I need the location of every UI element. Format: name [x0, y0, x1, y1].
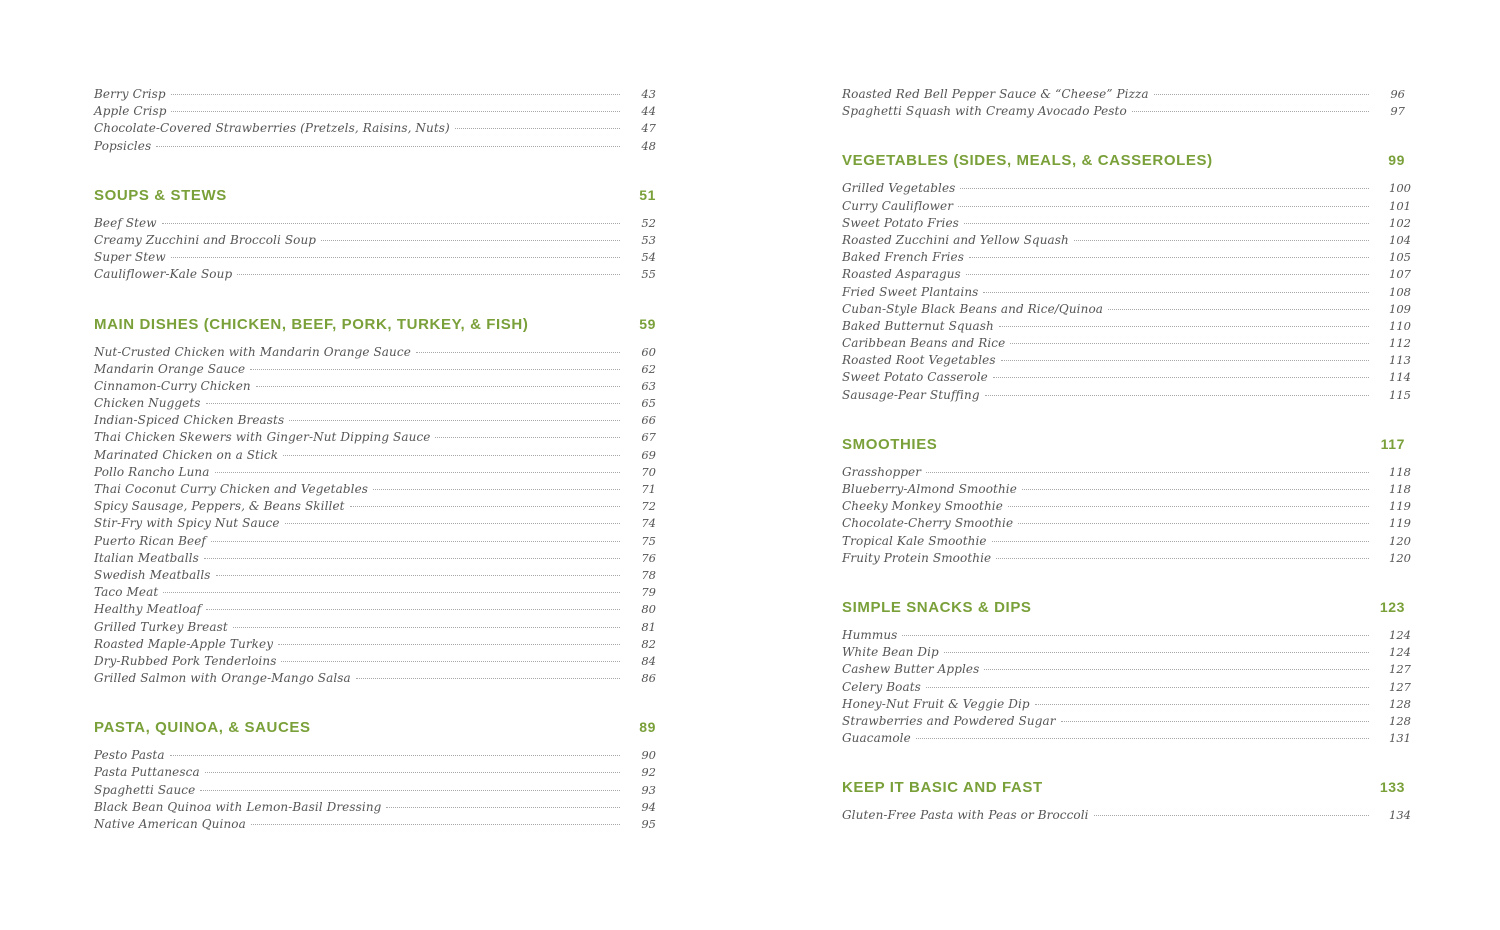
entry-title: Sausage-Pear Stuffing: [842, 387, 980, 402]
entry-title: Gluten-Free Pasta with Peas or Broccoli: [842, 808, 1089, 823]
entry-title: Baked French Fries: [842, 250, 964, 265]
entry-title: Black Bean Quinoa with Lemon-Basil Dressing: [94, 799, 382, 814]
entry-page-number: 90: [641, 748, 656, 763]
entry-page-number: 100: [1389, 181, 1411, 196]
dotted-leader: [902, 635, 1369, 636]
toc-entry[interactable]: [842, 352, 1411, 369]
entry-page-number: 107: [1389, 267, 1411, 282]
entry-page-number: 81: [641, 619, 656, 634]
section-heading-page: 133: [1379, 779, 1405, 796]
section-heading-title: KEEP IT BASIC AND FAST: [842, 779, 1043, 797]
entry-title: Tropical Kale Smoothie: [842, 533, 987, 548]
toc-entry[interactable]: [842, 266, 1411, 283]
dotted-leader: [1001, 360, 1369, 361]
entry-title: Chicken Nuggets: [94, 396, 201, 411]
toc-entry[interactable]: [842, 498, 1411, 515]
entry-title: Nut-Crusted Chicken with Mandarin Orange Sauce: [94, 344, 411, 359]
entry-title: White Bean Dip: [842, 645, 939, 660]
entry-page-number: 108: [1389, 284, 1411, 299]
entry-title: Roasted Root Vegetables: [842, 353, 996, 368]
entry-page-number: 96: [1390, 87, 1405, 101]
dotted-leader: [386, 807, 620, 808]
entry-page-number: 134: [1389, 808, 1411, 823]
toc-entry[interactable]: [94, 764, 656, 781]
section-heading-smoothies[interactable]: [842, 434, 1405, 454]
entry-page-number: 62: [641, 361, 656, 376]
dotted-leader: [416, 352, 620, 353]
entry-page-number: 76: [641, 550, 656, 565]
dotted-leader: [969, 257, 1369, 258]
dotted-leader: [926, 472, 1369, 473]
toc-entry[interactable]: [94, 378, 656, 395]
entry-title: Spaghetti Squash with Creamy Avocado Pesto: [842, 104, 1127, 119]
dotted-leader: [1008, 506, 1369, 507]
entry-page-number: 109: [1389, 301, 1411, 316]
toc-entry[interactable]: [842, 533, 1411, 550]
entry-title: Chocolate-Covered Strawberries (Pretzels, Raisins, Nuts): [94, 121, 450, 136]
dotted-leader: [1035, 704, 1369, 705]
dotted-leader: [966, 274, 1369, 275]
entry-title: Grilled Salmon with Orange-Mango Salsa: [94, 671, 351, 686]
dotted-leader: [237, 274, 620, 275]
toc-entry[interactable]: [94, 799, 656, 816]
dotted-leader: [1108, 309, 1369, 310]
toc-entry[interactable]: [842, 679, 1411, 696]
entry-page-number: 74: [641, 516, 656, 531]
section-heading-main-dishes-chicken-beef-pork-turkey-fish[interactable]: [94, 314, 656, 334]
section-heading-page: 123: [1379, 598, 1405, 615]
dotted-leader: [356, 678, 620, 679]
section-heading-page: 51: [639, 186, 656, 203]
entry-page-number: 80: [641, 602, 656, 617]
toc-entry[interactable]: [94, 782, 656, 799]
entry-title: Cashew Butter Apples: [842, 662, 980, 677]
entry-title: Pasta Puttanesca: [94, 765, 200, 780]
dotted-leader: [251, 824, 620, 825]
dotted-leader: [171, 257, 620, 258]
entry-title: Marinated Chicken on a Stick: [94, 447, 279, 462]
toc-right-column: [842, 86, 1411, 824]
entry-page-number: 128: [1389, 696, 1411, 711]
toc-entry[interactable]: [842, 730, 1411, 747]
dotted-leader: [163, 592, 620, 593]
entry-title: Hummus: [842, 627, 898, 642]
toc-entry[interactable]: [94, 266, 656, 283]
dotted-leader: [1132, 111, 1369, 112]
entry-page-number: 84: [641, 653, 656, 668]
toc-entry[interactable]: [94, 464, 656, 481]
entry-page-number: 124: [1389, 645, 1411, 660]
dotted-leader: [256, 386, 620, 387]
entry-title: Fried Sweet Plantains: [842, 284, 979, 299]
entry-page-number: 67: [641, 430, 656, 445]
dotted-leader: [250, 369, 620, 370]
entry-title: Grilled Vegetables: [842, 181, 956, 196]
entry-title: Stir-Fry with Spicy Nut Sauce: [94, 516, 280, 531]
dotted-leader: [204, 558, 620, 559]
dotted-leader: [926, 687, 1369, 688]
dotted-leader: [1018, 523, 1369, 524]
entry-page-number: 115: [1389, 387, 1411, 402]
section-heading-page: 89: [639, 719, 656, 736]
entry-title: Thai Coconut Curry Chicken and Vegetables: [94, 482, 369, 496]
entry-page-number: 60: [641, 344, 656, 359]
section-heading-page: 117: [1380, 435, 1405, 452]
toc-entry[interactable]: [842, 550, 1411, 567]
toc-entry[interactable]: [94, 361, 656, 378]
dotted-leader: [983, 292, 1369, 293]
toc-entry[interactable]: [842, 644, 1411, 661]
entry-page-number: 82: [641, 636, 656, 651]
entry-page-number: 44: [641, 104, 656, 119]
toc-entry[interactable]: [842, 86, 1405, 103]
entry-title: Berry Crisp: [94, 87, 166, 101]
toc-entry[interactable]: [94, 636, 656, 653]
entry-page-number: 75: [641, 533, 656, 548]
entry-page-number: 53: [641, 232, 656, 247]
entry-page-number: 104: [1389, 232, 1411, 247]
toc-entry[interactable]: [842, 318, 1411, 335]
dotted-leader: [944, 652, 1369, 653]
toc-entry[interactable]: [94, 232, 656, 249]
entry-page-number: 66: [641, 413, 656, 428]
entry-page-number: 127: [1389, 679, 1411, 694]
dotted-leader: [216, 575, 620, 576]
toc-entry[interactable]: [94, 344, 656, 361]
toc-entry[interactable]: [842, 481, 1411, 498]
entry-page-number: 114: [1389, 370, 1411, 385]
entry-title: Pesto Pasta: [94, 748, 165, 763]
entry-page-number: 120: [1389, 533, 1411, 548]
dotted-leader: [206, 403, 620, 404]
dotted-leader: [996, 558, 1369, 559]
dotted-leader: [321, 240, 620, 241]
entry-title: Popsicles: [94, 138, 152, 153]
toc-entry[interactable]: [842, 301, 1411, 318]
dotted-leader: [278, 644, 620, 645]
section-heading-title: PASTA, QUINOA, & SAUCES: [94, 719, 311, 737]
entry-page-number: 118: [1389, 464, 1411, 479]
dotted-leader: [992, 541, 1369, 542]
entry-page-number: 95: [641, 817, 656, 831]
toc-entry[interactable]: [842, 661, 1411, 678]
entry-title: Beef Stew: [94, 215, 157, 230]
entry-page-number: 120: [1389, 550, 1411, 565]
toc-entry[interactable]: [94, 550, 656, 567]
entry-page-number: 92: [641, 765, 656, 780]
dotted-leader: [200, 790, 620, 791]
entry-title: Honey-Nut Fruit & Veggie Dip: [842, 696, 1030, 711]
toc-entry[interactable]: [94, 103, 656, 120]
toc-entry[interactable]: [94, 138, 656, 155]
entry-page-number: 101: [1389, 198, 1411, 213]
entry-title: Native American Quinoa: [94, 817, 246, 831]
entry-page-number: 124: [1389, 627, 1411, 642]
dotted-leader: [283, 455, 620, 456]
entry-page-number: 48: [641, 138, 656, 153]
dotted-leader: [1022, 489, 1369, 490]
toc-entry[interactable]: [842, 369, 1411, 386]
entry-title: Taco Meat: [94, 585, 159, 600]
toc-entry[interactable]: [94, 215, 656, 232]
section-heading-title: SOUPS & STEWS: [94, 186, 227, 204]
entry-title: Mandarin Orange Sauce: [94, 361, 246, 376]
entry-title: Strawberries and Powdered Sugar: [842, 713, 1056, 728]
dotted-leader: [435, 437, 620, 438]
entry-title: Cauliflower-Kale Soup: [94, 267, 233, 282]
entry-title: Fruity Protein Smoothie: [842, 550, 992, 565]
entry-title: Cuban-Style Black Beans and Rice/Quinoa: [842, 301, 1104, 316]
entry-title: Thai Chicken Skewers with Ginger-Nut Dipping Sauce: [94, 430, 431, 445]
entry-page-number: 70: [641, 464, 656, 479]
toc-entry[interactable]: [842, 180, 1411, 197]
entry-page-number: 105: [1389, 250, 1411, 265]
entry-page-number: 94: [641, 799, 656, 814]
dotted-leader: [171, 111, 620, 112]
entry-title: Healthy Meatloaf: [94, 602, 202, 617]
entry-title: Guacamole: [842, 731, 911, 746]
entry-title: Super Stew: [94, 250, 166, 265]
toc-entry[interactable]: [842, 515, 1411, 532]
entry-title: Curry Cauliflower: [842, 198, 954, 213]
toc-entry[interactable]: [94, 670, 656, 687]
dotted-leader: [205, 772, 620, 773]
toc-left-column: [94, 86, 656, 833]
entry-page-number: 69: [641, 447, 656, 462]
entry-page-number: 110: [1389, 318, 1411, 333]
section-heading-title: SIMPLE SNACKS & DIPS: [842, 598, 1032, 616]
entry-title: Celery Boats: [842, 679, 921, 694]
dotted-leader: [1010, 343, 1369, 344]
entry-title: Baked Butternut Squash: [842, 318, 994, 333]
entry-title: Roasted Zucchini and Yellow Squash: [842, 232, 1069, 247]
dotted-leader: [958, 206, 1369, 207]
dotted-leader: [1094, 815, 1369, 816]
section-heading-simple-snacks-dips[interactable]: [842, 597, 1405, 617]
toc-entry[interactable]: [94, 584, 656, 601]
toc-entry[interactable]: [842, 696, 1411, 713]
section-heading-page: 59: [639, 315, 656, 332]
toc-entry[interactable]: [94, 515, 656, 532]
dotted-leader: [156, 146, 620, 147]
entry-page-number: 72: [641, 499, 656, 514]
dotted-leader: [964, 223, 1369, 224]
entry-title: Swedish Meatballs: [94, 567, 211, 582]
toc-entry[interactable]: [94, 447, 656, 464]
entry-title: Indian-Spiced Chicken Breasts: [94, 413, 285, 428]
dotted-leader: [373, 489, 620, 490]
toc-entry[interactable]: [842, 103, 1405, 120]
dotted-leader: [233, 627, 620, 628]
toc-entry[interactable]: [94, 533, 656, 550]
toc-entry[interactable]: [842, 464, 1411, 481]
entry-title: Dry-Rubbed Pork Tenderloins: [94, 653, 277, 668]
toc-entry[interactable]: [842, 198, 1411, 215]
toc-entry[interactable]: [94, 653, 656, 670]
entry-title: Grilled Turkey Breast: [94, 619, 228, 634]
entry-title: Sweet Potato Casserole: [842, 370, 988, 385]
entry-page-number: 55: [641, 267, 656, 282]
section-heading-vegetables-sides-meals-casseroles[interactable]: [842, 150, 1405, 170]
entry-page-number: 65: [641, 396, 656, 411]
toc-entry[interactable]: [94, 120, 656, 137]
entry-title: Spicy Sausage, Peppers, & Beans Skillet: [94, 499, 345, 514]
entry-page-number: 102: [1389, 215, 1411, 230]
toc-entry[interactable]: [842, 232, 1411, 249]
dotted-leader: [281, 661, 620, 662]
dotted-leader: [289, 420, 620, 421]
dotted-leader: [916, 738, 1369, 739]
entry-title: Caribbean Beans and Rice: [842, 336, 1006, 351]
dotted-leader: [985, 395, 1369, 396]
dotted-leader: [215, 472, 621, 473]
entry-page-number: 128: [1389, 713, 1411, 728]
entry-page-number: 97: [1390, 104, 1405, 119]
toc-entry[interactable]: [94, 747, 656, 764]
toc-entry[interactable]: [94, 429, 656, 446]
dotted-leader: [993, 377, 1369, 378]
entry-title: Cinnamon-Curry Chicken: [94, 378, 251, 393]
section-heading-pasta-quinoa-sauces[interactable]: [94, 717, 656, 737]
entry-page-number: 119: [1389, 499, 1411, 514]
toc-entry[interactable]: [842, 215, 1411, 232]
toc-entry[interactable]: [842, 249, 1411, 266]
toc-entry[interactable]: [94, 481, 656, 498]
toc-entry[interactable]: [94, 619, 656, 636]
dotted-leader: [455, 128, 620, 129]
toc-entry[interactable]: [842, 807, 1411, 824]
toc-entry[interactable]: [842, 335, 1411, 352]
dotted-leader: [211, 541, 620, 542]
entry-page-number: 63: [641, 378, 656, 393]
entry-page-number: 118: [1389, 482, 1411, 496]
entry-title: Sweet Potato Fries: [842, 215, 959, 230]
entry-page-number: 78: [641, 567, 656, 582]
toc-entry[interactable]: [94, 498, 656, 515]
dotted-leader: [999, 326, 1369, 327]
toc-entry[interactable]: [842, 387, 1411, 404]
entry-title: Roasted Red Bell Pepper Sauce & “Cheese” Pizza: [842, 87, 1149, 101]
section-heading-title: MAIN DISHES (CHICKEN, BEEF, PORK, TURKEY, & FISH): [94, 315, 529, 333]
entry-page-number: 119: [1389, 516, 1411, 531]
entry-page-number: 79: [641, 585, 656, 600]
toc-entry[interactable]: [94, 816, 656, 833]
toc-entry[interactable]: [842, 627, 1411, 644]
entry-title: Italian Meatballs: [94, 550, 199, 565]
entry-title: Blueberry-Almond Smoothie: [842, 482, 1017, 496]
dotted-leader: [1061, 721, 1369, 722]
entry-page-number: 47: [641, 121, 656, 136]
toc-entry[interactable]: [94, 412, 656, 429]
dotted-leader: [984, 669, 1369, 670]
toc-entry[interactable]: [842, 284, 1411, 301]
dotted-leader: [285, 523, 620, 524]
entry-page-number: 71: [641, 482, 656, 496]
entry-page-number: 113: [1389, 353, 1411, 368]
entry-page-number: 86: [641, 671, 656, 686]
entry-title: Puerto Rican Beef: [94, 533, 206, 548]
entry-page-number: 43: [641, 87, 656, 101]
dotted-leader: [1154, 94, 1369, 95]
entry-title: Creamy Zucchini and Broccoli Soup: [94, 232, 317, 247]
entry-page-number: 54: [641, 250, 656, 265]
entry-title: Apple Crisp: [94, 104, 167, 119]
entry-title: Roasted Asparagus: [842, 267, 961, 282]
entry-page-number: 127: [1389, 662, 1411, 677]
toc-entry[interactable]: [94, 601, 656, 618]
entry-page-number: 131: [1389, 731, 1411, 746]
entry-page-number: 93: [641, 782, 656, 797]
section-heading-title: SMOOTHIES: [842, 435, 938, 453]
entry-title: Cheeky Monkey Smoothie: [842, 499, 1003, 514]
toc-entry[interactable]: [94, 567, 656, 584]
section-heading-title: VEGETABLES (SIDES, MEALS, & CASSEROLES): [842, 152, 1213, 170]
dotted-leader: [171, 94, 620, 95]
section-heading-page: 99: [1388, 152, 1405, 169]
entry-title: Roasted Maple-Apple Turkey: [94, 636, 274, 651]
toc-entry[interactable]: [842, 713, 1411, 730]
entry-title: Spaghetti Sauce: [94, 782, 196, 797]
toc-entry[interactable]: [94, 86, 656, 103]
entry-page-number: 52: [641, 215, 656, 230]
entry-title: Pollo Rancho Luna: [94, 464, 210, 479]
toc-entry[interactable]: [94, 249, 656, 266]
dotted-leader: [960, 188, 1369, 189]
entry-title: Chocolate-Cherry Smoothie: [842, 516, 1014, 531]
section-heading-soups-stews[interactable]: [94, 185, 656, 205]
dotted-leader: [1074, 240, 1369, 241]
dotted-leader: [206, 609, 620, 610]
dotted-leader: [350, 506, 620, 507]
section-heading-keep-it-basic-and-fast[interactable]: [842, 777, 1405, 797]
entry-page-number: 112: [1389, 336, 1411, 351]
toc-entry[interactable]: [94, 395, 656, 412]
dotted-leader: [162, 223, 620, 224]
dotted-leader: [170, 755, 620, 756]
entry-title: Grasshopper: [842, 464, 922, 479]
